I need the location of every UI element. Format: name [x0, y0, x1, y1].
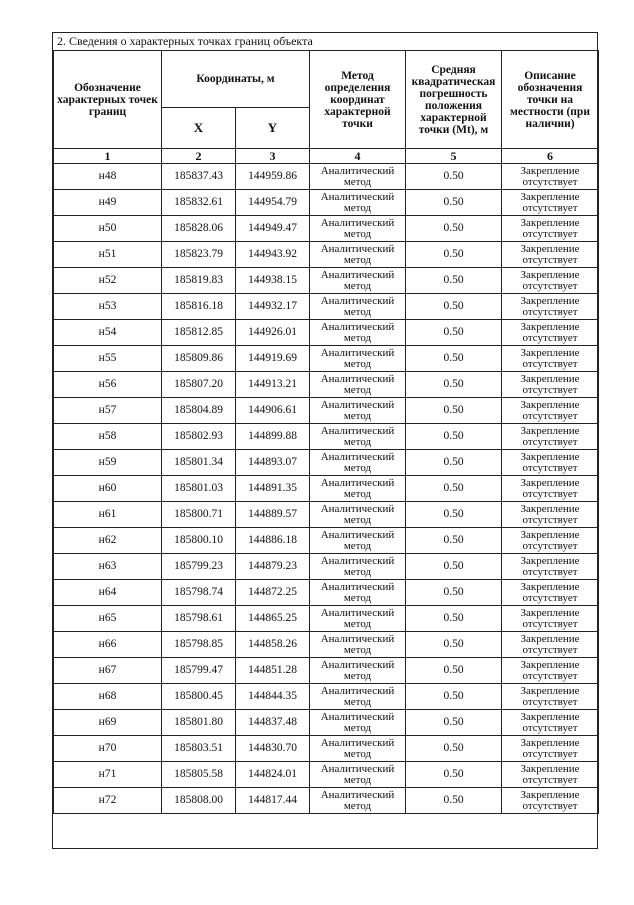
column-number: 1: [54, 149, 162, 164]
cell-description: Закрепление отсутствует: [502, 736, 599, 762]
cell-coord-y: 144858.26: [236, 632, 310, 658]
table-row: [54, 190, 599, 216]
cell-point-id: н69: [54, 710, 162, 736]
cell-coord-y: 144926.01: [236, 320, 310, 346]
cell-point-id: н50: [54, 216, 162, 242]
header-x: X: [162, 108, 236, 149]
cell-method: Аналитический метод: [310, 736, 406, 762]
cell-description: Закрепление отсутствует: [502, 242, 599, 268]
cell-point-id: н58: [54, 424, 162, 450]
header-coordinates: Координаты, м: [162, 51, 310, 108]
cell-coord-y: 144932.17: [236, 294, 310, 320]
table-row: [54, 164, 599, 190]
cell-method: Аналитический метод: [310, 554, 406, 580]
cell-coord-y: 144938.15: [236, 268, 310, 294]
cell-coord-y: 144837.48: [236, 710, 310, 736]
table-row: [54, 216, 599, 242]
cell-coord-y: 144844.35: [236, 684, 310, 710]
cell-method: Аналитический метод: [310, 762, 406, 788]
table-row: [54, 294, 599, 320]
cell-coord-y: 144824.01: [236, 762, 310, 788]
cell-mean-error: 0.50: [406, 502, 502, 528]
cell-point-id: н48: [54, 164, 162, 190]
cell-mean-error: 0.50: [406, 710, 502, 736]
cell-description: Закрепление отсутствует: [502, 476, 599, 502]
cell-description: Закрепление отсутствует: [502, 372, 599, 398]
cell-method: Аналитический метод: [310, 606, 406, 632]
cell-mean-error: 0.50: [406, 294, 502, 320]
boundary-points-table: [53, 50, 599, 814]
cell-mean-error: 0.50: [406, 164, 502, 190]
cell-coord-y: 144872.25: [236, 580, 310, 606]
cell-coord-y: 144879.23: [236, 554, 310, 580]
table-row: [54, 762, 599, 788]
cell-description: Закрепление отсутствует: [502, 424, 599, 450]
table-row: [54, 424, 599, 450]
cell-description: Закрепление отсутствует: [502, 502, 599, 528]
cell-coord-x: 185816.18: [162, 294, 236, 320]
table-row: [54, 398, 599, 424]
cell-description: Закрепление отсутствует: [502, 450, 599, 476]
cell-coord-y: 144865.25: [236, 606, 310, 632]
table-row: [54, 346, 599, 372]
cell-coord-x: 185799.47: [162, 658, 236, 684]
cell-coord-x: 185800.71: [162, 502, 236, 528]
column-number: 2: [162, 149, 236, 164]
cell-mean-error: 0.50: [406, 398, 502, 424]
cell-description: Закрепление отсутствует: [502, 762, 599, 788]
cell-description: Закрепление отсутствует: [502, 320, 599, 346]
cell-mean-error: 0.50: [406, 684, 502, 710]
cell-mean-error: 0.50: [406, 190, 502, 216]
cell-mean-error: 0.50: [406, 346, 502, 372]
cell-coord-x: 185812.85: [162, 320, 236, 346]
cell-mean-error: 0.50: [406, 788, 502, 814]
cell-description: Закрепление отсутствует: [502, 346, 599, 372]
cell-coord-y: 144851.28: [236, 658, 310, 684]
table-row: [54, 554, 599, 580]
cell-coord-x: 185802.93: [162, 424, 236, 450]
cell-coord-y: 144943.92: [236, 242, 310, 268]
cell-coord-y: 144959.86: [236, 164, 310, 190]
table-body: [54, 164, 599, 814]
cell-point-id: н64: [54, 580, 162, 606]
cell-point-id: н63: [54, 554, 162, 580]
cell-description: Закрепление отсутствует: [502, 216, 599, 242]
cell-coord-x: 185801.80: [162, 710, 236, 736]
cell-mean-error: 0.50: [406, 476, 502, 502]
cell-description: Закрепление отсутствует: [502, 710, 599, 736]
table-row: [54, 736, 599, 762]
cell-method: Аналитический метод: [310, 216, 406, 242]
table-row: [54, 788, 599, 814]
cell-method: Аналитический метод: [310, 476, 406, 502]
cell-point-id: н72: [54, 788, 162, 814]
table-row: [54, 710, 599, 736]
cell-method: Аналитический метод: [310, 268, 406, 294]
cell-coord-x: 185807.20: [162, 372, 236, 398]
table-row: [54, 658, 599, 684]
document-frame: [52, 32, 598, 849]
cell-coord-y: 144954.79: [236, 190, 310, 216]
table-row: [54, 476, 599, 502]
cell-coord-x: 185819.83: [162, 268, 236, 294]
cell-coord-y: 144919.69: [236, 346, 310, 372]
cell-method: Аналитический метод: [310, 320, 406, 346]
cell-description: Закрепление отсутствует: [502, 528, 599, 554]
cell-coord-y: 144830.70: [236, 736, 310, 762]
cell-method: Аналитический метод: [310, 398, 406, 424]
cell-description: Закрепление отсутствует: [502, 268, 599, 294]
cell-coord-y: 144949.47: [236, 216, 310, 242]
cell-coord-x: 185805.58: [162, 762, 236, 788]
cell-mean-error: 0.50: [406, 242, 502, 268]
cell-method: Аналитический метод: [310, 632, 406, 658]
cell-coord-x: 185837.43: [162, 164, 236, 190]
cell-point-id: н55: [54, 346, 162, 372]
cell-coord-y: 144886.18: [236, 528, 310, 554]
cell-coord-x: 185801.03: [162, 476, 236, 502]
cell-coord-y: 144891.35: [236, 476, 310, 502]
table-row: [54, 502, 599, 528]
cell-point-id: н68: [54, 684, 162, 710]
cell-point-id: н57: [54, 398, 162, 424]
cell-description: Закрепление отсутствует: [502, 294, 599, 320]
cell-method: Аналитический метод: [310, 242, 406, 268]
cell-description: Закрепление отсутствует: [502, 580, 599, 606]
cell-coord-x: 185798.85: [162, 632, 236, 658]
column-number: 4: [310, 149, 406, 164]
cell-coord-x: 185800.45: [162, 684, 236, 710]
cell-mean-error: 0.50: [406, 372, 502, 398]
cell-mean-error: 0.50: [406, 554, 502, 580]
cell-point-id: н52: [54, 268, 162, 294]
cell-coord-y: 144889.57: [236, 502, 310, 528]
header-point-designation: Обозначение характерных точек границ: [54, 51, 162, 149]
cell-method: Аналитический метод: [310, 294, 406, 320]
cell-coord-x: 185828.06: [162, 216, 236, 242]
cell-coord-y: 144899.88: [236, 424, 310, 450]
table-row: [54, 580, 599, 606]
table-row: [54, 242, 599, 268]
cell-point-id: н70: [54, 736, 162, 762]
cell-description: Закрепление отсутствует: [502, 658, 599, 684]
cell-method: Аналитический метод: [310, 164, 406, 190]
cell-point-id: н49: [54, 190, 162, 216]
cell-mean-error: 0.50: [406, 216, 502, 242]
cell-method: Аналитический метод: [310, 450, 406, 476]
cell-coord-x: 185801.34: [162, 450, 236, 476]
cell-description: Закрепление отсутствует: [502, 190, 599, 216]
cell-point-id: н59: [54, 450, 162, 476]
header-mean-error: Средняя квадратическая погрешность положения характерной точки (Mt), м: [406, 51, 502, 149]
table-row: [54, 268, 599, 294]
column-number: 6: [502, 149, 599, 164]
cell-description: Закрепление отсутствует: [502, 632, 599, 658]
cell-mean-error: 0.50: [406, 736, 502, 762]
cell-coord-x: 185799.23: [162, 554, 236, 580]
table-row: [54, 606, 599, 632]
cell-method: Аналитический метод: [310, 788, 406, 814]
cell-point-id: н65: [54, 606, 162, 632]
cell-description: Закрепление отсутствует: [502, 788, 599, 814]
cell-point-id: н62: [54, 528, 162, 554]
table-row: [54, 528, 599, 554]
table-row: [54, 632, 599, 658]
column-number: 3: [236, 149, 310, 164]
cell-method: Аналитический метод: [310, 580, 406, 606]
section-title: 2. Сведения о характерных точках границ объекта: [57, 34, 313, 48]
cell-mean-error: 0.50: [406, 632, 502, 658]
cell-method: Аналитический метод: [310, 684, 406, 710]
cell-method: Аналитический метод: [310, 372, 406, 398]
cell-coord-x: 185808.00: [162, 788, 236, 814]
cell-mean-error: 0.50: [406, 580, 502, 606]
cell-point-id: н71: [54, 762, 162, 788]
cell-point-id: н61: [54, 502, 162, 528]
cell-point-id: н53: [54, 294, 162, 320]
cell-mean-error: 0.50: [406, 606, 502, 632]
table-row: [54, 372, 599, 398]
cell-description: Закрепление отсутствует: [502, 398, 599, 424]
cell-method: Аналитический метод: [310, 710, 406, 736]
cell-coord-x: 185803.51: [162, 736, 236, 762]
cell-coord-x: 185809.86: [162, 346, 236, 372]
header-y: Y: [236, 108, 310, 149]
cell-description: Закрепление отсутствует: [502, 164, 599, 190]
table-row: [54, 450, 599, 476]
cell-description: Закрепление отсутствует: [502, 684, 599, 710]
header-description: Описание обозначения точки на местности (при наличии): [502, 51, 599, 149]
cell-coord-y: 144893.07: [236, 450, 310, 476]
cell-mean-error: 0.50: [406, 320, 502, 346]
cell-method: Аналитический метод: [310, 346, 406, 372]
cell-coord-x: 185832.61: [162, 190, 236, 216]
cell-coord-y: 144906.61: [236, 398, 310, 424]
cell-coord-x: 185804.89: [162, 398, 236, 424]
header-method: Метод определения координат характерной точки: [310, 51, 406, 149]
cell-point-id: н66: [54, 632, 162, 658]
cell-method: Аналитический метод: [310, 528, 406, 554]
cell-method: Аналитический метод: [310, 502, 406, 528]
cell-mean-error: 0.50: [406, 762, 502, 788]
cell-mean-error: 0.50: [406, 424, 502, 450]
cell-point-id: н51: [54, 242, 162, 268]
cell-coord-x: 185798.61: [162, 606, 236, 632]
table-row: [54, 684, 599, 710]
cell-mean-error: 0.50: [406, 658, 502, 684]
cell-mean-error: 0.50: [406, 450, 502, 476]
cell-point-id: н60: [54, 476, 162, 502]
cell-description: Закрепление отсутствует: [502, 554, 599, 580]
cell-method: Аналитический метод: [310, 658, 406, 684]
cell-method: Аналитический метод: [310, 424, 406, 450]
cell-point-id: н67: [54, 658, 162, 684]
cell-coord-y: 144913.21: [236, 372, 310, 398]
cell-description: Закрепление отсутствует: [502, 606, 599, 632]
cell-coord-y: 144817.44: [236, 788, 310, 814]
cell-method: Аналитический метод: [310, 190, 406, 216]
cell-coord-x: 185823.79: [162, 242, 236, 268]
column-number: 5: [406, 149, 502, 164]
cell-mean-error: 0.50: [406, 528, 502, 554]
cell-coord-x: 185798.74: [162, 580, 236, 606]
cell-mean-error: 0.50: [406, 268, 502, 294]
cell-coord-x: 185800.10: [162, 528, 236, 554]
cell-point-id: н56: [54, 372, 162, 398]
table-row: [54, 320, 599, 346]
cell-point-id: н54: [54, 320, 162, 346]
